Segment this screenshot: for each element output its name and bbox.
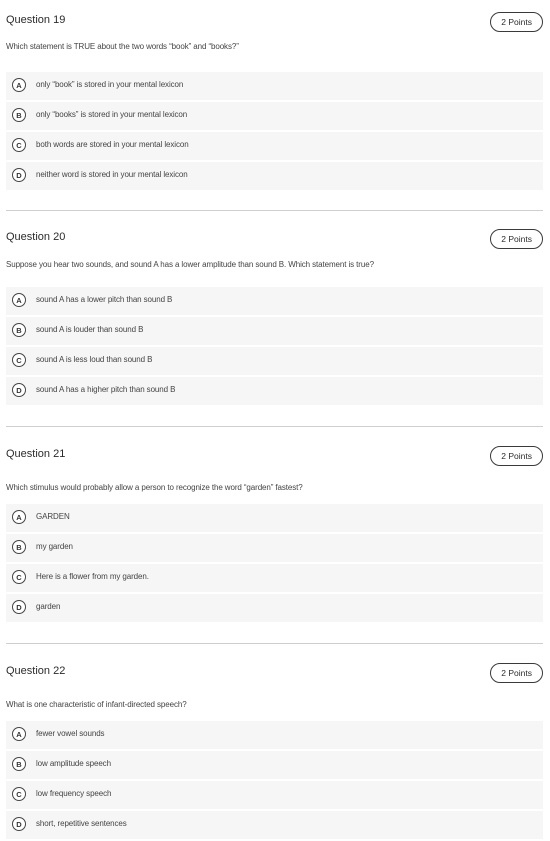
choice-letter-c-radio[interactable]: C (12, 570, 26, 584)
choice-d[interactable] (6, 594, 543, 622)
choice-letter-b-radio[interactable]: B (12, 323, 26, 337)
choice-b[interactable] (6, 102, 543, 130)
question-header (6, 12, 544, 34)
choice-label: garden (36, 602, 61, 611)
answer-choices (6, 287, 543, 407)
choice-d[interactable] (6, 162, 543, 190)
choice-b[interactable] (6, 534, 543, 562)
choice-label: GARDEN (36, 512, 70, 521)
question-prompt: Which statement is TRUE about the two words “book” and “books?” (6, 42, 239, 51)
choice-label: sound A has a lower pitch than sound B (36, 295, 173, 304)
question-divider (6, 643, 543, 644)
question-prompt: Which stimulus would probably allow a person to recognize the word “garden” fastest? (6, 483, 303, 492)
choice-letter-a-radio[interactable]: A (12, 510, 26, 524)
choice-letter-a-radio[interactable]: A (12, 293, 26, 307)
choice-letter-d-radio[interactable]: D (12, 383, 26, 397)
choice-label: both words are stored in your mental lexicon (36, 140, 189, 149)
points-badge: 2 Points (490, 12, 543, 32)
question-divider (6, 426, 543, 427)
choice-c[interactable] (6, 564, 543, 592)
choice-a[interactable] (6, 504, 543, 532)
question-prompt: What is one characteristic of infant-directed speech? (6, 700, 187, 709)
choice-b[interactable] (6, 751, 543, 779)
question-title: Question 22 (6, 665, 66, 677)
choice-letter-d-radio[interactable]: D (12, 600, 26, 614)
answer-choices (6, 72, 543, 192)
choice-label: Here is a flower from my garden. (36, 572, 149, 581)
question-header (6, 446, 544, 468)
choice-b[interactable] (6, 317, 543, 345)
points-badge: 2 Points (490, 229, 543, 249)
question-title: Question 19 (6, 14, 66, 26)
question-title: Question 21 (6, 448, 66, 460)
choice-label: fewer vowel sounds (36, 729, 105, 738)
choice-letter-b-radio[interactable]: B (12, 757, 26, 771)
choice-label: sound A is louder than sound B (36, 325, 144, 334)
choice-label: low frequency speech (36, 789, 112, 798)
choice-d[interactable] (6, 377, 543, 405)
choice-letter-c-radio[interactable]: C (12, 138, 26, 152)
choice-letter-b-radio[interactable]: B (12, 108, 26, 122)
choice-a[interactable] (6, 721, 543, 749)
question-prompt: Suppose you hear two sounds, and sound A has a lower amplitude than sound B. Which statement is true? (6, 260, 374, 269)
question-header (6, 663, 544, 685)
choice-letter-d-radio[interactable]: D (12, 168, 26, 182)
choice-label: sound A has a higher pitch than sound B (36, 385, 176, 394)
choice-letter-c-radio[interactable]: C (12, 353, 26, 367)
question-title: Question 20 (6, 231, 66, 243)
choice-c[interactable] (6, 347, 543, 375)
choice-label: only “books” is stored in your mental lexicon (36, 110, 188, 119)
choice-label: neither word is stored in your mental lexicon (36, 170, 188, 179)
choice-label: only “book” is stored in your mental lexicon (36, 80, 184, 89)
choice-a[interactable] (6, 287, 543, 315)
choice-letter-c-radio[interactable]: C (12, 787, 26, 801)
points-badge: 2 Points (490, 446, 543, 466)
choice-label: my garden (36, 542, 73, 551)
question-header (6, 229, 544, 251)
answer-choices (6, 504, 543, 624)
choice-label: sound A is less loud than sound B (36, 355, 153, 364)
choice-a[interactable] (6, 72, 543, 100)
choice-d[interactable] (6, 811, 543, 839)
answer-choices (6, 721, 543, 841)
choice-letter-d-radio[interactable]: D (12, 817, 26, 831)
choice-label: low amplitude speech (36, 759, 111, 768)
choice-c[interactable] (6, 781, 543, 809)
choice-label: short, repetitive sentences (36, 819, 127, 828)
question-divider (6, 210, 543, 211)
choice-c[interactable] (6, 132, 543, 160)
points-badge: 2 Points (490, 663, 543, 683)
choice-letter-a-radio[interactable]: A (12, 727, 26, 741)
choice-letter-b-radio[interactable]: B (12, 540, 26, 554)
choice-letter-a-radio[interactable]: A (12, 78, 26, 92)
